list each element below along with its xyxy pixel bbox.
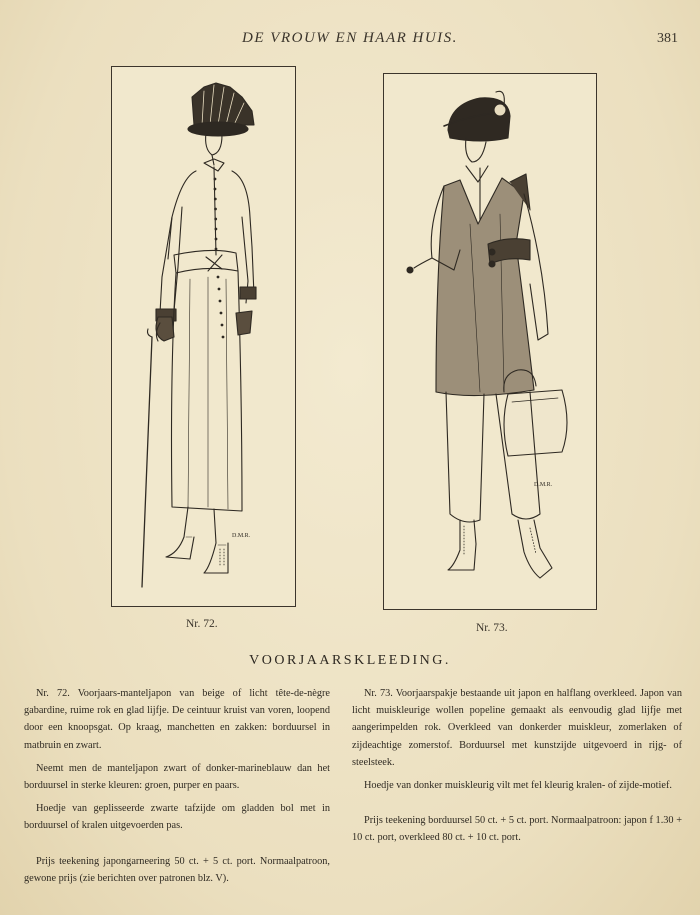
section-title: VOORJAARSKLEEDING. (249, 653, 451, 668)
page-number: 381 (657, 31, 678, 46)
illustration-signature-72: D.M.R. (232, 533, 251, 539)
page-header-title: DE VROUW EN HAAR HUIS. (242, 30, 458, 46)
paragraph: Neemt men de manteljapon zwart of donker-marineblauw dan het borduursel in sterke kleuren: groen, purper en paars. (24, 762, 330, 792)
text-column-left (24, 685, 330, 893)
fashion-illustration-72 (112, 67, 295, 606)
paragraph: Hoedje van donker muiskleurig vilt met fel kleurig kralen- of zijde-motief. (364, 780, 672, 792)
price-paragraph: Prijs teekening japongarneering 50 ct. + 5 ct. port. Normaalpatroon, gewone prijs (zie berichten over patronen blz. V). (24, 855, 330, 884)
caption-73: Nr. 73. (476, 622, 508, 634)
paragraph: Nr. 72. Voorjaars-manteljapon van beige of licht tête-de-nègre gabardine, ruime rok en glad lijfje. De ceintuur kruist van voren, loopend door een knoopsgat. Op kraag, manchetten en zakken: borduursel in matbruin en zwart. (24, 688, 330, 751)
caption-72: Nr. 72. (186, 618, 218, 630)
illustration-frame-73 (383, 73, 597, 610)
illustration-signature-73: D.M.R. (534, 482, 553, 488)
paragraph: Hoedje van geplisseerde zwarte tafzijde om gladden bol met in borduursel of kralen uitgevoerden pas. (24, 803, 330, 832)
paragraph: Nr. 73. Voorjaarspakje bestaande uit japon en halflang overkleed. Japon van licht muiskleurige wollen popeline gemaakt als eenvoudig glad lijfje met aangerimpelden rok. Overkleed van donkerder muiskleur, zomerlaken of zijdeachtige zomerstof. Borduursel met kunstzijde uitgevoerd in rijg- of steelsteek. (352, 688, 682, 768)
fashion-illustration-73 (384, 74, 596, 609)
price-paragraph: Prijs teekening borduursel 50 ct. + 5 ct. port. Normaalpatroon: japon f 1.30 + 10 ct. port, overkleed 80 ct. + 10 ct. port. (352, 815, 682, 844)
text-column-right (352, 685, 682, 853)
illustration-frame-72 (111, 66, 296, 607)
